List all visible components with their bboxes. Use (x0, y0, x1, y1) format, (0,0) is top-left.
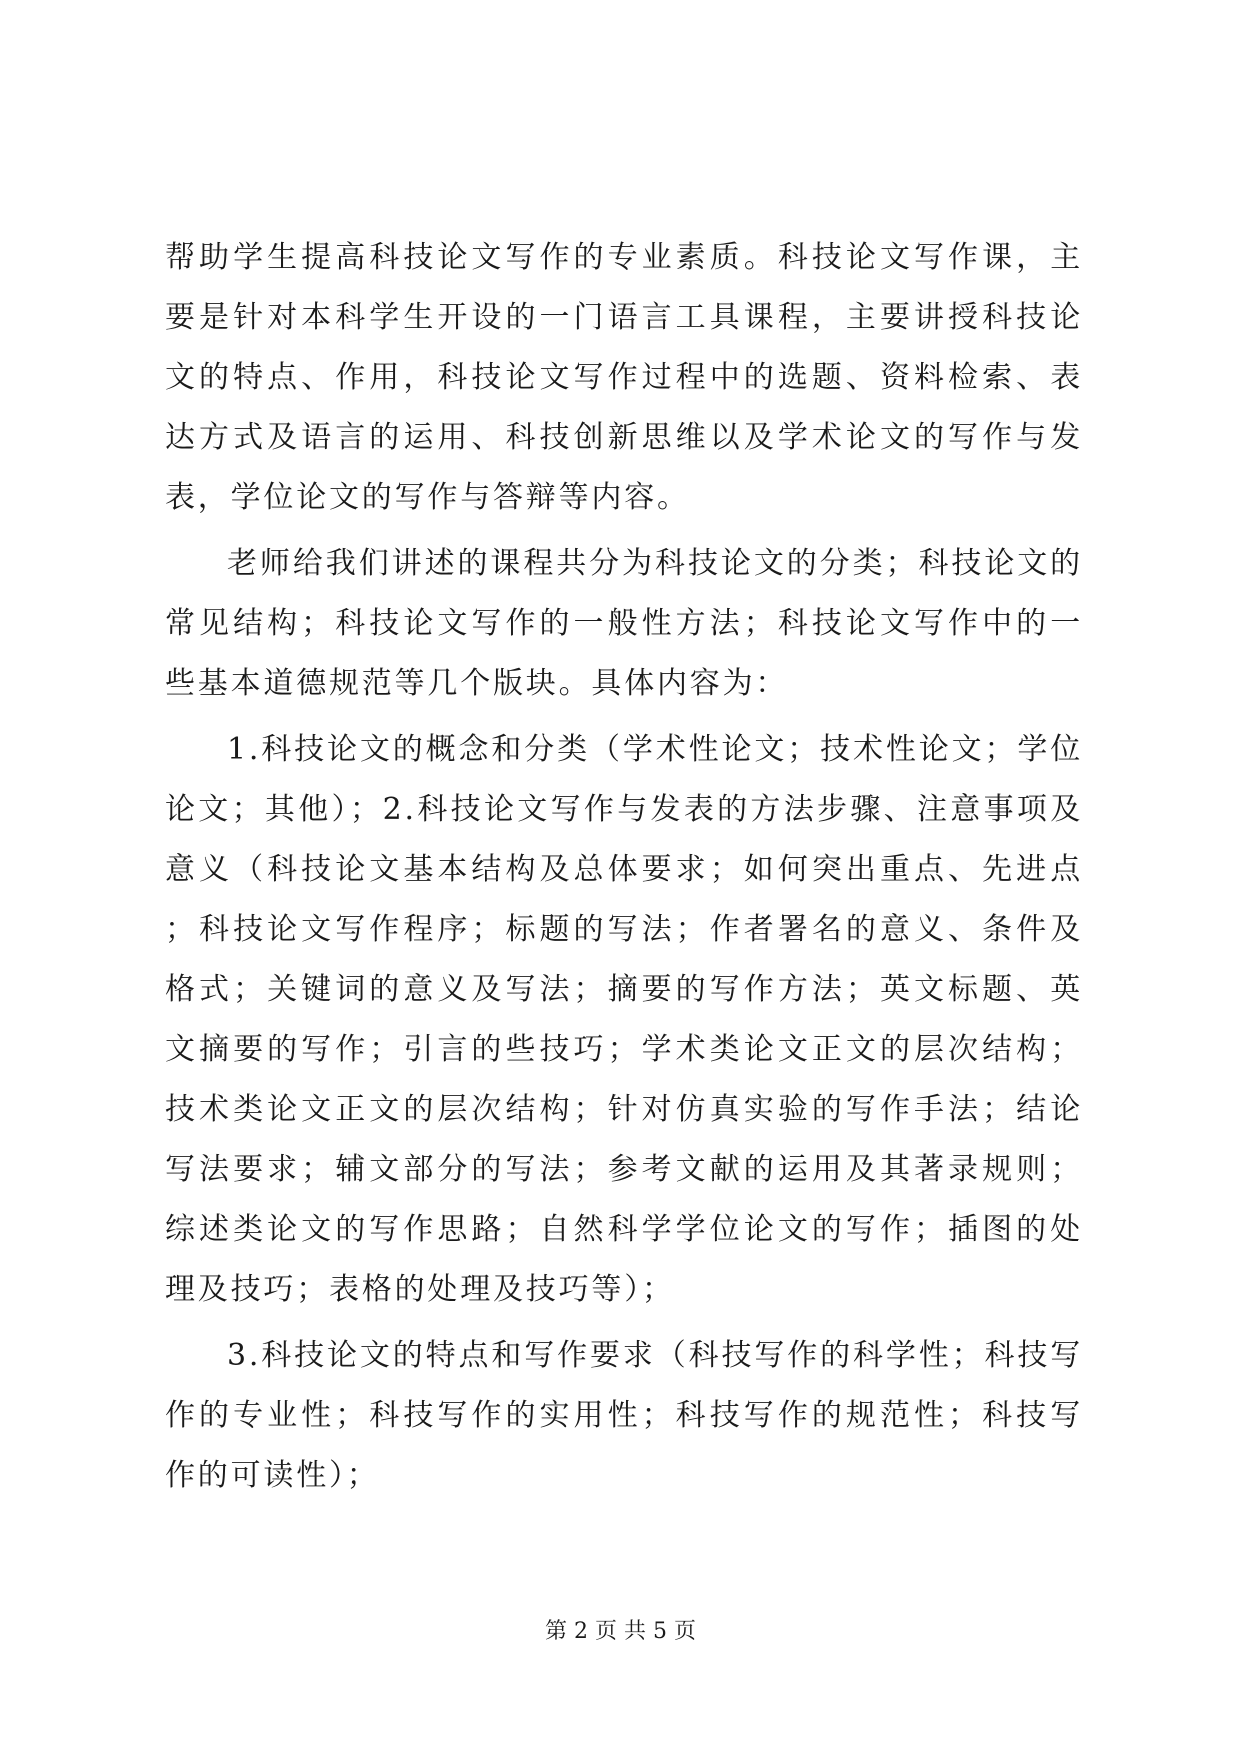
body-text (165, 228, 1083, 1506)
paragraph-course-intro: 帮助学生提高科技论文写作的专业素质。科技论文写作课，主要是针对本科学生开设的一门语言工具课程，主要讲授科技论文的特点、作用，科技论文写作过程中的选题、资料检索、表达方式及语言的运用、科技创新思维以及学术论文的写作与发表，学位论文的写作与答辩等内容。 (165, 240, 1083, 515)
page-footer: 第 2 页 共 5 页 (545, 1619, 696, 1644)
paragraph-item-3: 3.科技论文的特点和写作要求（科技写作的科学性；科技写作的专业性；科技写作的实用性；科技写作的规范性；科技写作的可读性）； (165, 1338, 1083, 1493)
paragraph-course-sections: 老师给我们讲述的课程共分为科技论文的分类；科技论文的常见结构；科技论文写作的一般性方法；科技论文写作中的一些基本道德规范等几个版块。具体内容为： (165, 546, 1083, 701)
paragraph-item-1-2: 1.科技论文的概念和分类（学术性论文；技术性论文；学位论文；其他）；2.科技论文写作与发表的方法步骤、注意事项及意义（科技论文基本结构及总体要求；如何突出重点、先进点；科技论文写作程序；标题的写法；作者署名的意义、条件及格式；关键词的意义及写法；摘要的写作方法；英文标题、英文摘要的写作；引言的些技巧；学术类论文正文的层次结构；技术类论文正文的层次结构；针对仿真实验的写作手法；结论写法要求；辅文部分的写法；参考文献的运用及其著录规则；综述类论文的写作思路；自然科学学位论文的写作；插图的处理及技巧；表格的处理及技巧等）； (165, 732, 1083, 1307)
